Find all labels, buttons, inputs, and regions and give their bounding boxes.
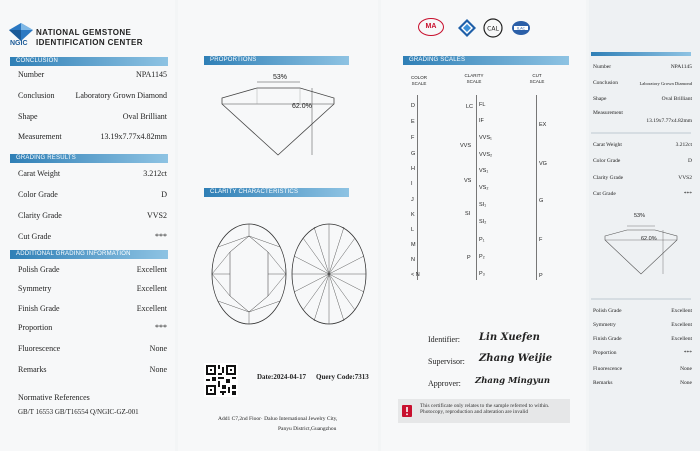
approver-label: Approver: [428,379,461,388]
finish-label: Finish Grade [18,304,60,313]
s-finish-label: Finish Grade [593,336,622,342]
logo-text: NGIC [10,40,28,47]
warning-icon [402,405,412,417]
s-cut-label: Cut Grade [593,191,616,197]
summary-proportion-diagram [599,218,683,278]
clarity-vs: VS [464,178,472,184]
cal-badge-icon [483,18,503,38]
clarity-vs2: VS₂ [479,185,489,191]
s-color-label: Color Grade [593,158,621,164]
s-cut-value: *** [683,191,692,197]
s-conclusion-label: Conclusion [593,80,619,86]
proportion-label: Proportion [18,323,53,332]
shape-label: Shape [18,112,38,121]
s-symmetry-value: Excellent [671,322,692,328]
s-measurement-value: 13.19x7.77x4.82mm [646,118,692,124]
color-k: K [411,212,415,218]
depth-percent: 62.0% [292,103,312,110]
clarity-label: Clarity Grade [18,211,62,220]
clarity-fl: FL [479,102,486,108]
measurement-value: 13.19x7.77x4.82mm [100,132,167,141]
clarity-scale [476,95,477,280]
report-date: Date:2024-04-17 [257,373,306,381]
conclusion-title: CONCLUSION [10,57,168,66]
clarity-chars-title: CLARITY CHARACTERISTICS [204,188,349,197]
clarity-vvs: VVS [460,143,472,149]
color-m: M [411,242,416,248]
clarity-si2: SI₂ [479,219,487,225]
address-line1: Add1 C7,2nd Floor· Daluo International Jewelry City, [218,416,338,422]
cut-label: Cut Grade [18,232,52,241]
normative-title: Normative References [18,393,90,402]
svg-text:ILAC: ILAC [516,26,526,31]
summary-divider [591,132,691,134]
color-g: G [411,151,416,157]
clarity-vvs1: VVS₁ [479,135,492,141]
cnas-badge-icon [457,18,477,38]
color-value: D [161,190,167,199]
report-panel-summary [589,0,700,451]
clarity-si1: SI₁ [479,202,487,208]
oval-pavilion-diagram [290,222,368,326]
clarity-scale-head: CLARITY SCALE [464,73,484,84]
color-e: E [411,119,415,125]
summary-accent-bar [591,52,691,56]
color-n: N [411,257,415,263]
approver-signature: Zhang Mingyun [475,376,551,386]
address-line2: Panyu District,Guangzhou [278,426,337,432]
s-remarks-value: None [680,380,692,386]
proportion-diagram [212,70,342,160]
svg-text:CAL: CAL [487,25,499,33]
s-polish-label: Polish Grade [593,308,622,314]
s-proportion-label: Proportion [593,350,617,356]
report-panel-scales [381,0,586,451]
conclusion-value: Laboratory Grown Diamond [75,91,167,100]
color-below-n: < N [411,272,420,278]
s-color-value: D [688,158,692,164]
supervisor-signature: Zhang Weijie [479,353,553,364]
clarity-si: SI [465,211,471,217]
s-proportion-value: *** [683,350,692,356]
query-code: Query Code:7313 [316,373,369,381]
clarity-p: P [467,255,471,261]
cut-p: P [539,273,543,279]
polish-value: Excellent [136,265,167,274]
cut-f: F [539,237,543,243]
clarity-value: VVS2 [146,211,167,220]
polish-label: Polish Grade [18,265,60,274]
color-f: F [411,135,415,141]
notice-box [398,399,570,423]
cut-ex: EX [539,122,547,128]
identifier-signature: Lin Xuefen [479,332,540,343]
fluorescence-label: Fluorescence [18,344,61,353]
supervisor-label: Supervisor: [428,357,465,366]
clarity-vs1: VS₁ [479,168,489,174]
symmetry-label: Symmetry [18,284,52,293]
carat-value: 3.212ct [143,169,167,178]
color-scale [417,95,418,280]
cut-g: G [539,198,544,204]
number-value: NPA1145 [136,70,167,79]
s-depth-percent: 62.0% [641,236,657,242]
qr-code [204,363,238,397]
color-scale-head: COLOR SCALE [410,75,427,86]
header-line1: NATIONAL GEMSTONE [36,28,132,37]
color-label: Color Grade [18,190,58,199]
color-h: H [411,166,415,172]
normative-text: GB/T 16553 GB/T16554 Q/NGIC-GZ-001 [18,408,139,416]
table-percent: 53% [273,74,288,81]
clarity-lc: LC [466,104,474,110]
s-number-label: Number [593,64,612,70]
additional-title: ADDITIONAL GRADING INFORMATION [10,250,168,259]
s-conclusion-value: Laboratory Grown Diamond [639,80,692,86]
shape-value: Oval Brilliant [122,112,167,121]
s-carat-value: 3.212ct [675,142,692,148]
color-d: D [411,103,415,109]
color-l: L [411,227,415,233]
color-i: I [411,181,413,187]
measurement-label: Measurement [18,132,62,141]
finish-value: Excellent [136,304,167,313]
oval-crown-diagram [210,222,288,326]
s-clarity-label: Clarity Grade [593,175,624,181]
s-symmetry-label: Symmetry [593,322,616,328]
s-table-percent: 53% [634,213,646,219]
grading-title: GRADING RESULTS [10,154,168,163]
cut-vg: VG [539,161,547,167]
s-number-value: NPA1145 [670,64,692,70]
grading-scales-title: GRADING SCALES [403,56,569,65]
s-remarks-label: Remarks [593,380,613,386]
clarity-if: IF [479,118,484,124]
s-measurement-label: Measurement [593,110,623,116]
clarity-p1: P₁ [479,237,485,243]
report-panel-left [0,0,175,451]
proportion-value: *** [155,323,167,332]
remarks-label: Remarks [18,365,47,374]
clarity-p2: P₂ [479,254,485,260]
color-j: J [411,197,414,203]
ngic-logo [8,22,34,48]
s-polish-value: Excellent [671,308,692,314]
s-fluorescence-label: Fluorescence [593,366,623,372]
remarks-value: None [149,365,167,374]
header-line2: IDENTIFICATION CENTER [36,38,143,47]
cut-scale-head: CUT SCALE [529,73,545,84]
ilac-badge-icon [511,18,531,38]
badge-ma: MA [418,18,444,36]
s-shape-label: Shape [593,96,607,102]
symmetry-value: Excellent [136,284,167,293]
carat-label: Carat Weight [18,169,61,178]
notice-text: This certificate only relates to the sample referred to within. Photocopy, reproduction and alteration are invalid [420,403,550,416]
s-fluorescence-value: None [680,366,692,372]
summary-divider-2 [591,298,691,300]
number-label: Number [18,70,45,79]
s-shape-value: Oval Brilliant [661,96,692,102]
clarity-p3: P₃ [479,271,485,277]
clarity-vvs2: VVS₂ [479,152,493,158]
s-finish-value: Excellent [671,336,692,342]
conclusion-label: Conclusion [18,91,55,100]
report-panel-diagrams [178,0,378,451]
identifier-label: Identifier: [428,335,460,344]
cut-scale [536,95,537,280]
fluorescence-value: None [149,344,167,353]
s-carat-label: Carat Weight [593,142,622,148]
cut-value: *** [155,232,167,241]
s-clarity-value: VVS2 [678,175,692,181]
proportions-title: PROPORTIONS [204,56,349,65]
